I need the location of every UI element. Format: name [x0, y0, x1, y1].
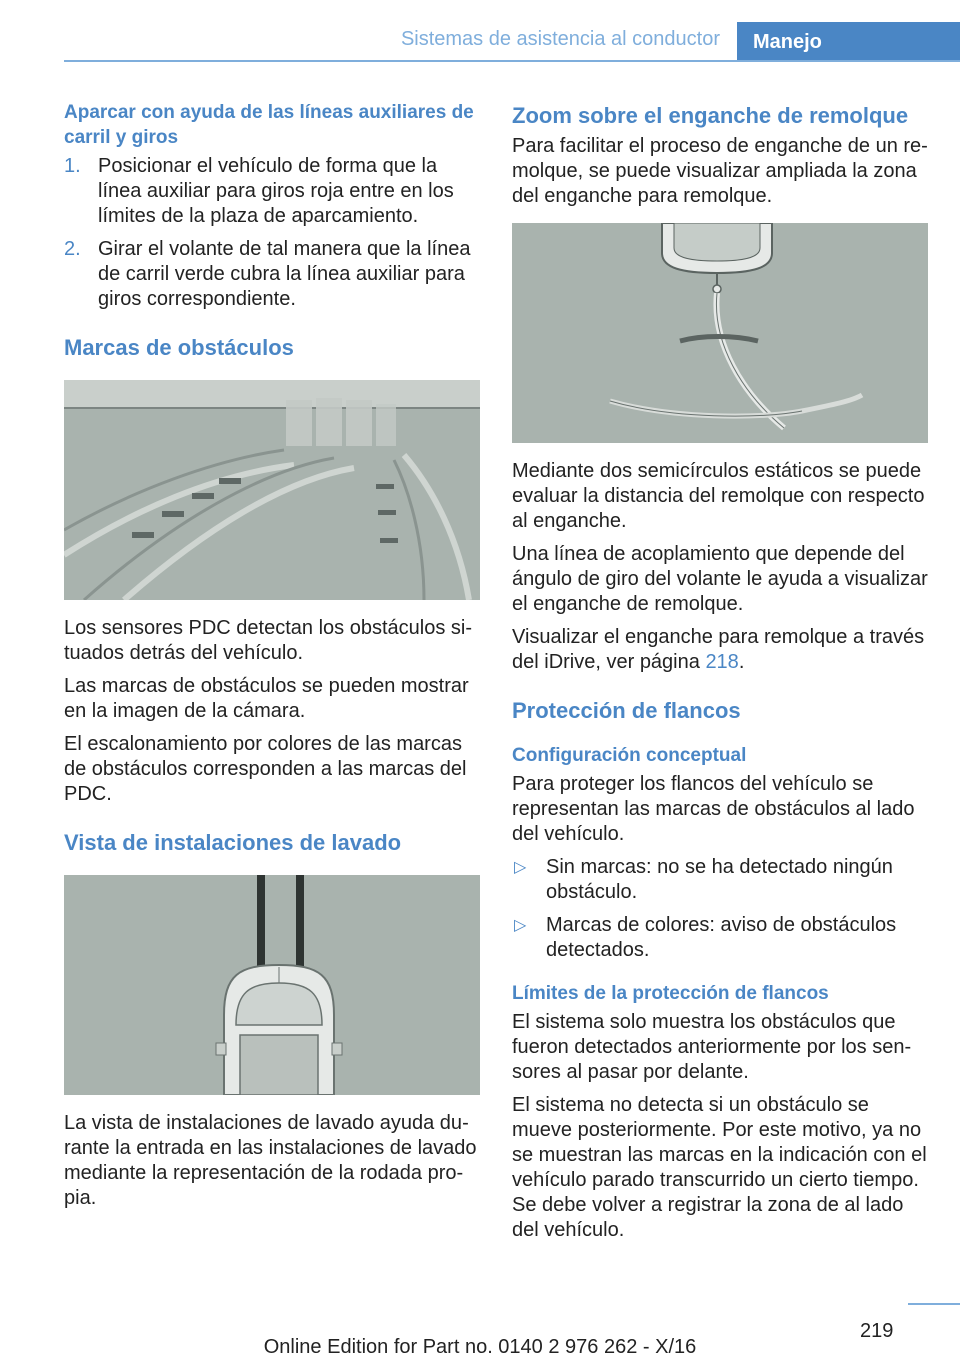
steps-list: [64, 154, 480, 312]
paragraph: El escalonamiento por colores de las marcas de obstáculos corresponden a las marcas del PDC.: [64, 733, 467, 805]
footer-edition: [0, 1336, 960, 1359]
bullet-text: Sin marcas: no se ha detectado ningún obstáculo.: [546, 856, 893, 903]
step-text: Posicionar el vehículo de forma que la línea auxiliar para giros roja entre en los límites de la plaza de aparcamiento.: [98, 155, 454, 227]
paragraph: Las marcas de obstáculos se pueden mostrar en la imagen de la cámara.: [64, 675, 469, 722]
list-item: [512, 913, 928, 963]
paragraph: El sistema solo muestra los obstáculos que fueron detectados anteriormente por los sensores al pasar por delante.: [512, 1011, 912, 1083]
triangle-bullet-icon: ▷: [514, 859, 527, 876]
triangle-bullet-icon: ▷: [514, 917, 527, 934]
ref-text: Visualizar el enganche para remolque a través del iDrive, ver página: [512, 626, 925, 673]
bullet-text: Marcas de colores: aviso de obstáculos detectados.: [546, 914, 897, 961]
paragraph: Los sensores PDC detectan los obstáculos situados detrás del vehículo.: [64, 617, 472, 664]
header-section-title: Sistemas de asistencia al conductor: [400, 28, 720, 50]
subheading-concept: Configuración conceptual: [512, 745, 747, 766]
car-wash-view-figure: [64, 875, 480, 1095]
right-column: [512, 100, 928, 1251]
heading-flank-protection: Protección de flancos: [512, 698, 741, 723]
ref-end: .: [738, 651, 745, 673]
paragraph-ref: [512, 625, 928, 675]
page-number: 219: [860, 1320, 894, 1342]
header-rule: [64, 60, 960, 62]
paragraph: Una línea de acoplamiento que depende del ángulo de giro del volante le ayuda a visualizar el enganche de remolque.: [512, 543, 928, 615]
paragraph: Para facilitar el proceso de enganche de un remolque, se puede visualizar ampliada la zona del enganche para remolque.: [512, 135, 928, 207]
heading-obstacle-marks: Marcas de obstáculos: [64, 335, 294, 360]
step-number: 1.: [64, 155, 81, 177]
list-item: [512, 855, 928, 905]
list-item: [64, 237, 480, 312]
edition-text: Online Edition for Part no. 0140 2 976 262 - X/16: [263, 1336, 697, 1358]
paragraph: El sistema no detecta si un obstáculo se mueve posteriormente. Por este motivo, ya no se muestran las marcas en la indicación con el vehículo parado transcurrido un cierto tiempo. Se debe volver a registrar la zona de al lado del vehículo.: [512, 1094, 927, 1241]
hitch-zoom-figure: [512, 223, 928, 443]
obstacle-marks-figure: [64, 380, 480, 600]
step-number: 2.: [64, 238, 81, 260]
heading-car-wash-view: Vista de instalaciones de lavado: [64, 830, 402, 855]
page-link[interactable]: 218: [705, 651, 739, 673]
paragraph: Para proteger los flancos del vehículo se representan las marcas de obstáculos al lado del vehículo.: [512, 773, 915, 845]
heading-hitch-zoom: Zoom sobre el enganche de remolque: [512, 103, 909, 128]
paragraph: La vista de instalaciones de lavado ayuda durante la entrada en las instalaciones de lavado mediante la representación de la rodada propia.: [64, 1112, 477, 1209]
subheading-limits: Límites de la protección de flancos: [512, 983, 829, 1004]
subheading-lane-lines: Aparcar con ayuda de las líneas auxiliares de carril y giros: [64, 102, 474, 148]
header-chapter-tab: Manejo: [737, 22, 960, 62]
paragraph: Mediante dos semicírculos estáticos se puede evaluar la distancia del remolque con respecto al enganche.: [512, 460, 925, 532]
left-column: [64, 100, 480, 1219]
step-text: Girar el volante de tal manera que la línea de carril verde cubra la línea auxiliar para giros correspondiente.: [98, 238, 471, 310]
list-item: [64, 154, 480, 229]
footer-rule: [908, 1303, 960, 1305]
bullet-list: [512, 855, 928, 963]
